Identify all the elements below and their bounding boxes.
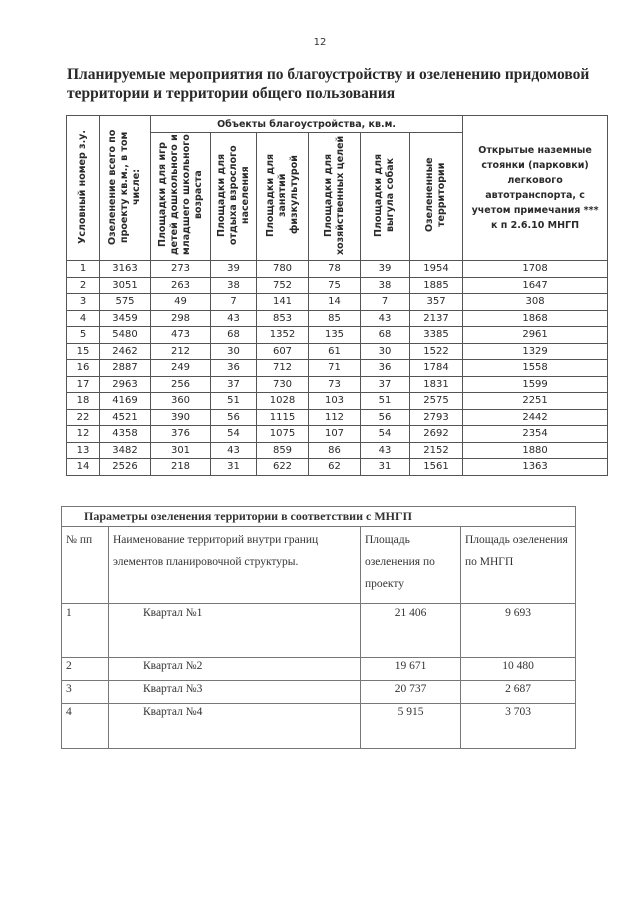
- table-cell: 51: [361, 393, 410, 410]
- table-cell: 780: [257, 261, 309, 278]
- table-cell: 68: [211, 327, 257, 344]
- table-cell: 2887: [100, 360, 151, 377]
- header-greening-total: Озеленение всего по проекту кв.м., в том числе:: [100, 116, 151, 261]
- table-cell: 75: [309, 277, 361, 294]
- landscaping-activities-table: [66, 115, 608, 476]
- table-cell: 1708: [463, 261, 608, 278]
- table-cell: 1885: [410, 277, 463, 294]
- table-cell: 31: [211, 459, 257, 476]
- header-territory-name: Наименование территорий внутри границ элементов планировочной структуры.: [109, 527, 361, 604]
- table-row: 3 Квартал №3 20 737 2 687: [62, 681, 576, 704]
- table-cell: 2354: [463, 426, 608, 443]
- table-cell: 62: [309, 459, 361, 476]
- table-cell: 39: [361, 261, 410, 278]
- table-cell: 31: [361, 459, 410, 476]
- table-row: [67, 310, 608, 327]
- table-cell: 575: [100, 294, 151, 311]
- table-cell: 1880: [463, 442, 608, 459]
- table-cell: 1868: [463, 310, 608, 327]
- table-cell: 2963: [100, 376, 151, 393]
- table-row: [67, 261, 608, 278]
- table-row: [67, 327, 608, 344]
- table-cell: 308: [463, 294, 608, 311]
- table-cell: 2961: [463, 327, 608, 344]
- table-cell: 712: [257, 360, 309, 377]
- header-rest-areas: Площадки для отдыха взрослого населения: [211, 133, 257, 261]
- table-cell: 36: [361, 360, 410, 377]
- table-cell: 1363: [463, 459, 608, 476]
- table-cell: 68: [361, 327, 410, 344]
- table-cell: 71: [309, 360, 361, 377]
- header-group-improvement-objects: Объекты благоустройства, кв.м.: [151, 116, 463, 133]
- table-cell: 1: [67, 261, 100, 278]
- page-number: 12: [313, 37, 327, 48]
- table-cell: 36: [211, 360, 257, 377]
- table-cell: 1784: [410, 360, 463, 377]
- table-cell: 376: [151, 426, 211, 443]
- table-row: 1 Квартал №1 21 406 9 693: [62, 604, 576, 658]
- table-cell: 622: [257, 459, 309, 476]
- table-cell: 1561: [410, 459, 463, 476]
- header-mngp-area: Площадь озеленения по МНГП: [461, 527, 576, 604]
- table-cell: 3385: [410, 327, 463, 344]
- table-cell: 1352: [257, 327, 309, 344]
- table-cell: 5480: [100, 327, 151, 344]
- table-cell: 730: [257, 376, 309, 393]
- table-cell: 38: [361, 277, 410, 294]
- greening-parameters-table: [61, 506, 576, 749]
- table-cell: 256: [151, 376, 211, 393]
- table-cell: 56: [211, 409, 257, 426]
- table-cell: 37: [211, 376, 257, 393]
- table-row: [67, 360, 608, 377]
- table-cell: 1558: [463, 360, 608, 377]
- table-cell: 141: [257, 294, 309, 311]
- table-cell: 43: [211, 310, 257, 327]
- table-cell: 853: [257, 310, 309, 327]
- table-cell: 17: [67, 376, 100, 393]
- table-cell: 7: [361, 294, 410, 311]
- table-cell: 43: [361, 442, 410, 459]
- table-row: [67, 294, 608, 311]
- table-cell: 1647: [463, 277, 608, 294]
- table-cell: 2: [67, 277, 100, 294]
- table-cell: 1028: [257, 393, 309, 410]
- table-cell: 3: [67, 294, 100, 311]
- table-cell: 43: [211, 442, 257, 459]
- table-cell: 1831: [410, 376, 463, 393]
- table-cell: 14: [309, 294, 361, 311]
- table-cell: 107: [309, 426, 361, 443]
- table-cell: 218: [151, 459, 211, 476]
- header-parking: Открытые наземные стоянки (парковки) легкового автотранспорта, с учетом примечания *** к п 2.6.10 МНГП: [463, 116, 608, 261]
- table-cell: 16: [67, 360, 100, 377]
- table-row: [67, 393, 608, 410]
- header-num: № пп: [62, 527, 109, 604]
- table-cell: 2793: [410, 409, 463, 426]
- table-cell: 249: [151, 360, 211, 377]
- table-row: [67, 442, 608, 459]
- header-green-territories: Озелененные территории: [410, 133, 463, 261]
- table-row: [67, 409, 608, 426]
- table-cell: 1329: [463, 343, 608, 360]
- table-cell: 1075: [257, 426, 309, 443]
- table-row: [67, 426, 608, 443]
- table-cell: 3459: [100, 310, 151, 327]
- table-cell: 4: [67, 310, 100, 327]
- table-cell: 78: [309, 261, 361, 278]
- table-row: 4 Квартал №4 5 915 3 703: [62, 704, 576, 749]
- table-cell: 2137: [410, 310, 463, 327]
- header-household-areas: Площадки для хозяйственных целей: [309, 133, 361, 261]
- header-dog-areas: Площадки для выгула собак: [361, 133, 410, 261]
- table-cell: 2526: [100, 459, 151, 476]
- table-cell: 357: [410, 294, 463, 311]
- table-cell: 273: [151, 261, 211, 278]
- header-sport-areas: Площадки для занятий физкультурой: [257, 133, 309, 261]
- table-cell: 37: [361, 376, 410, 393]
- table-cell: 13: [67, 442, 100, 459]
- header-project-area: Площадь озеленения по проекту: [361, 527, 461, 604]
- table-cell: 3163: [100, 261, 151, 278]
- document-title: Планируемые мероприятия по благоустройству и озеленению придомовой территории и территории общего пользования: [67, 66, 590, 102]
- table-cell: 22: [67, 409, 100, 426]
- table-row: 2 Квартал №2 19 671 10 480: [62, 658, 576, 681]
- table-cell: 212: [151, 343, 211, 360]
- header-playgrounds: Площадки для игр детей дошкольного и младшего школьного возраста: [151, 133, 211, 261]
- table-cell: 112: [309, 409, 361, 426]
- table-cell: 61: [309, 343, 361, 360]
- table-cell: 86: [309, 442, 361, 459]
- table-cell: 54: [211, 426, 257, 443]
- table-cell: 3482: [100, 442, 151, 459]
- table-cell: 4521: [100, 409, 151, 426]
- table-cell: 2575: [410, 393, 463, 410]
- table-cell: 30: [361, 343, 410, 360]
- table-cell: 473: [151, 327, 211, 344]
- table-cell: 30: [211, 343, 257, 360]
- table-cell: 263: [151, 277, 211, 294]
- table-cell: 5: [67, 327, 100, 344]
- table-cell: 85: [309, 310, 361, 327]
- table-cell: 4169: [100, 393, 151, 410]
- table-cell: 2251: [463, 393, 608, 410]
- table-cell: 15: [67, 343, 100, 360]
- table-cell: 18: [67, 393, 100, 410]
- table-cell: 752: [257, 277, 309, 294]
- greening-parameters-title: Параметры озеленения территории в соответствии с МНГП: [62, 507, 576, 527]
- table-cell: 1599: [463, 376, 608, 393]
- table-cell: 38: [211, 277, 257, 294]
- table-cell: 4358: [100, 426, 151, 443]
- header-lot-number: Условный номер з.у.: [67, 116, 100, 261]
- table-cell: 360: [151, 393, 211, 410]
- table-cell: 859: [257, 442, 309, 459]
- table-cell: 298: [151, 310, 211, 327]
- table-cell: 56: [361, 409, 410, 426]
- table-cell: 2692: [410, 426, 463, 443]
- table-cell: 51: [211, 393, 257, 410]
- table-cell: 103: [309, 393, 361, 410]
- table-cell: 54: [361, 426, 410, 443]
- table-row: [67, 376, 608, 393]
- table-cell: 1954: [410, 261, 463, 278]
- table-cell: 49: [151, 294, 211, 311]
- table-cell: 3051: [100, 277, 151, 294]
- table-cell: 135: [309, 327, 361, 344]
- table-cell: 12: [67, 426, 100, 443]
- table-row: [67, 277, 608, 294]
- table-cell: 2442: [463, 409, 608, 426]
- table-cell: 43: [361, 310, 410, 327]
- table-cell: 607: [257, 343, 309, 360]
- table-row: [67, 459, 608, 476]
- table-row: [67, 343, 608, 360]
- table-cell: 390: [151, 409, 211, 426]
- table-cell: 7: [211, 294, 257, 311]
- table-cell: 1522: [410, 343, 463, 360]
- table-cell: 1115: [257, 409, 309, 426]
- table-cell: 2462: [100, 343, 151, 360]
- table-cell: 14: [67, 459, 100, 476]
- table-cell: 39: [211, 261, 257, 278]
- table-cell: 73: [309, 376, 361, 393]
- table-cell: 2152: [410, 442, 463, 459]
- table-cell: 301: [151, 442, 211, 459]
